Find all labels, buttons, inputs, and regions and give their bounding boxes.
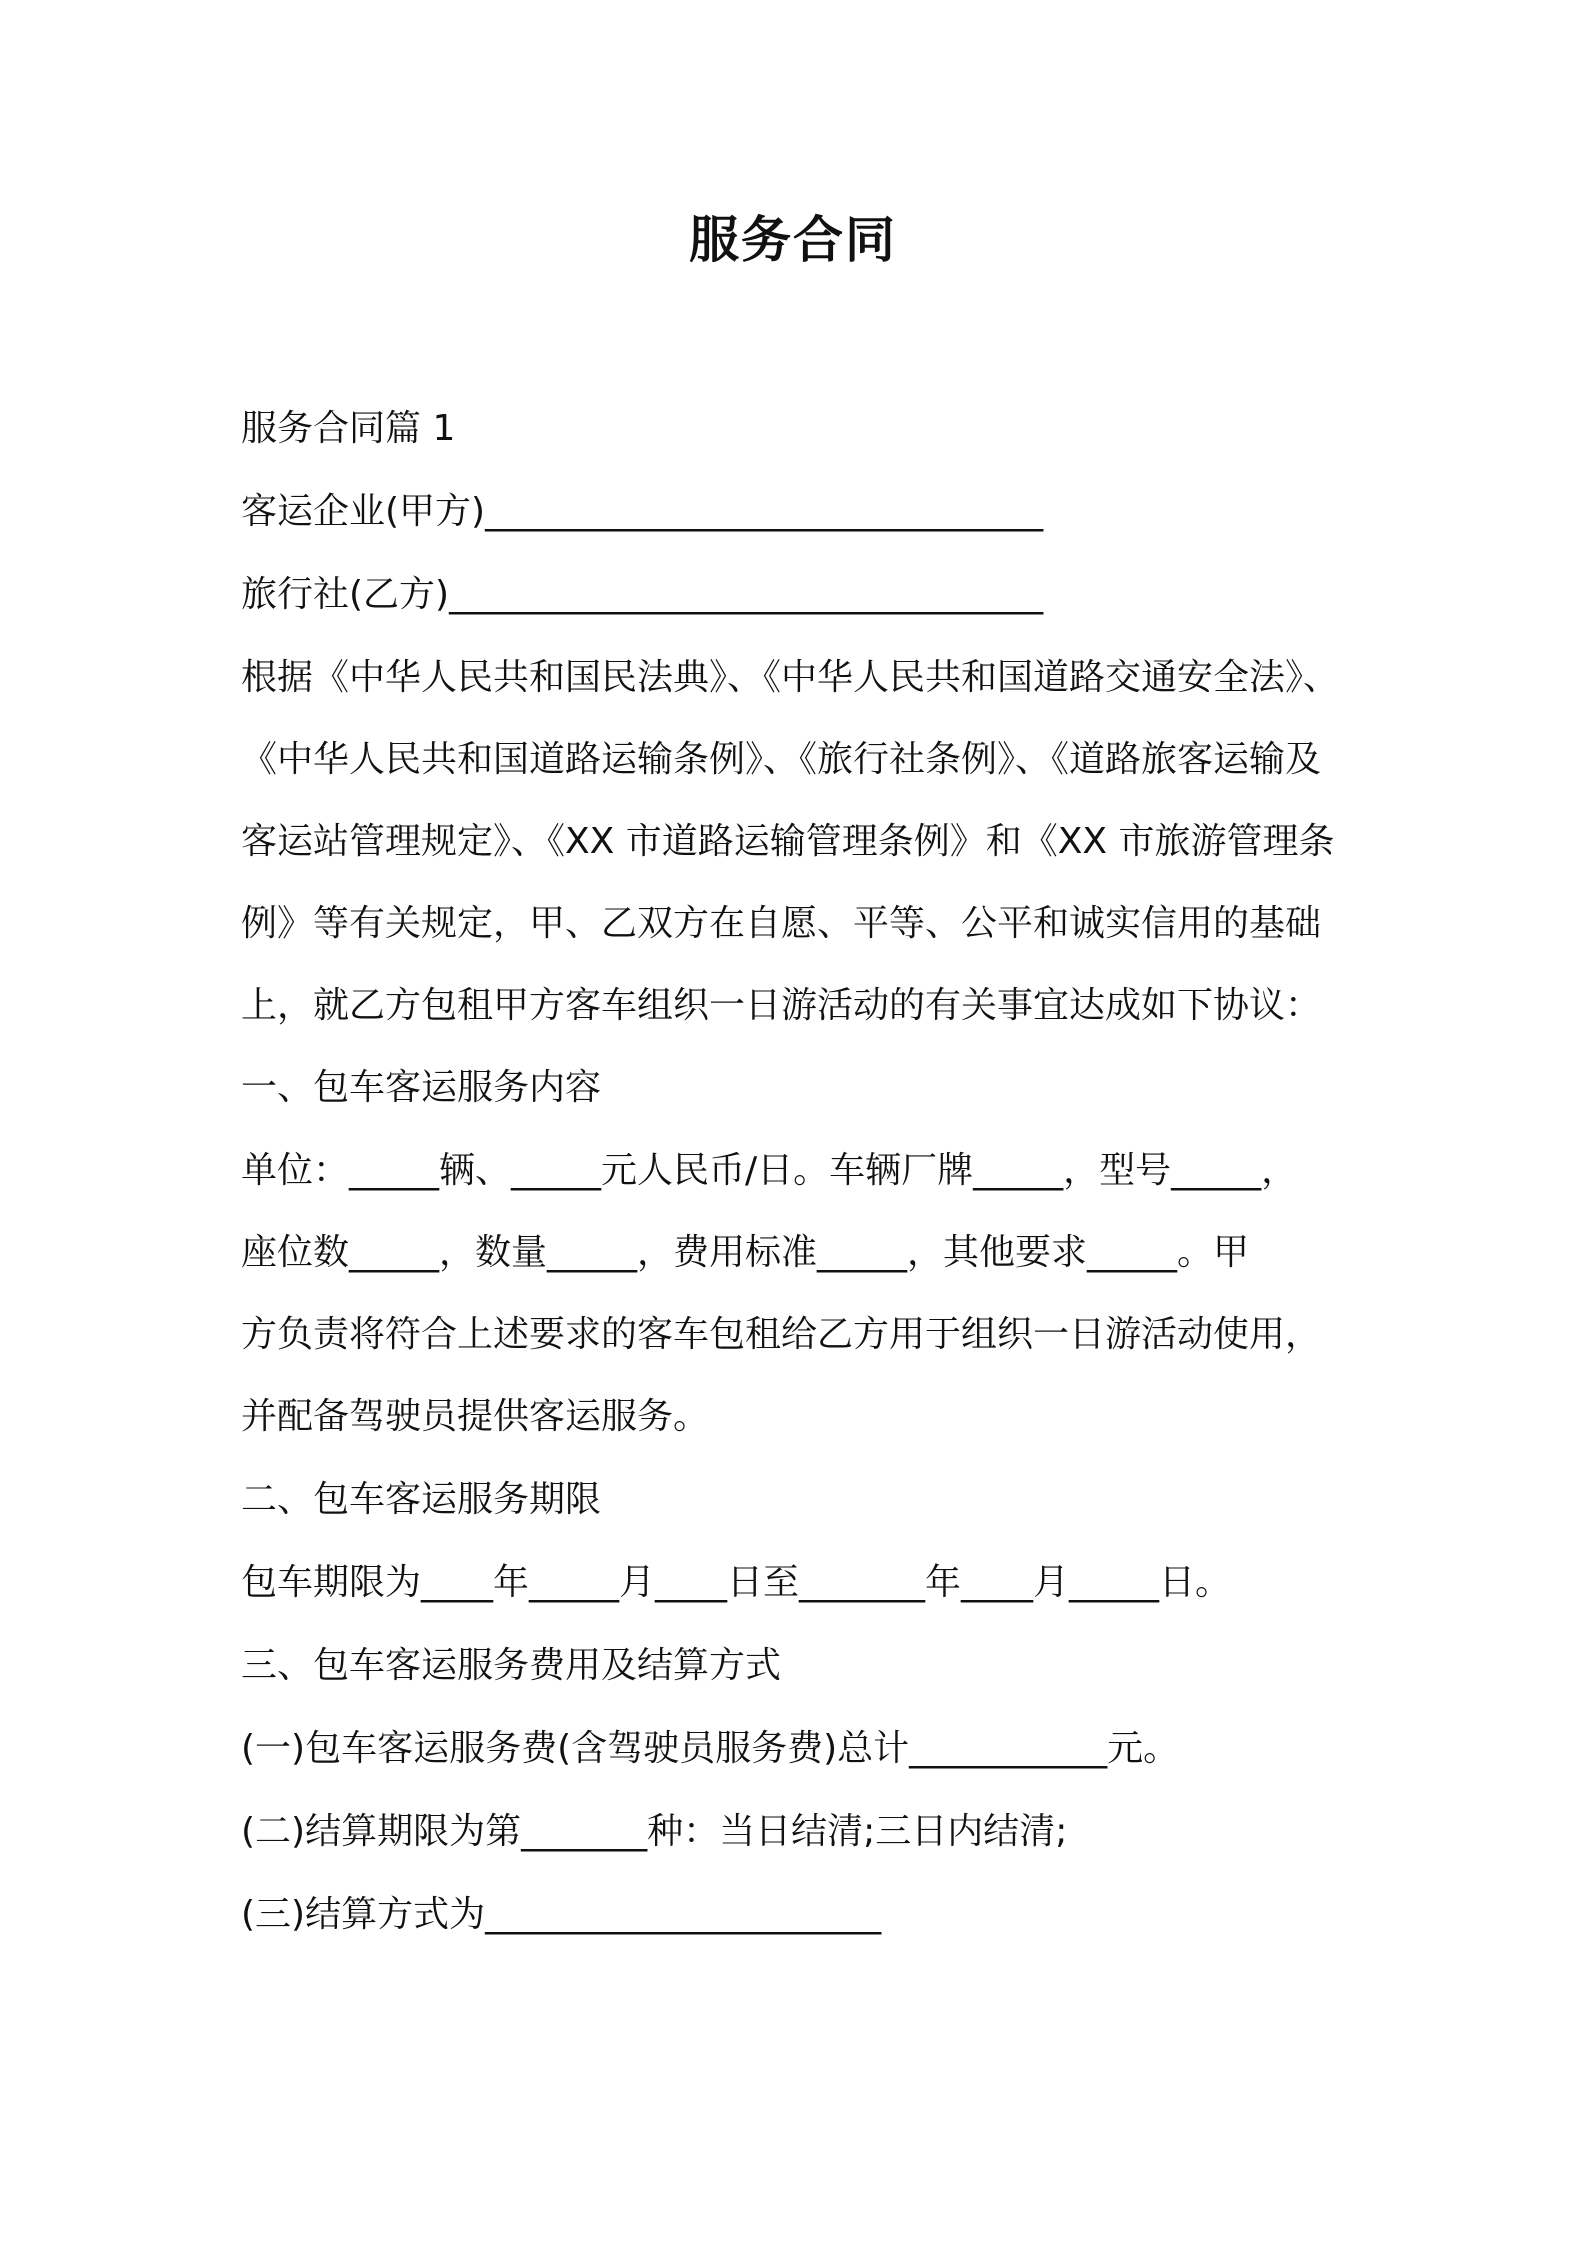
document-body bbox=[241, 405, 1391, 1974]
clause-heading: 一、包车客运服务内容 bbox=[241, 1067, 602, 1108]
clause-heading: 三、包车客运服务费用及结算方式 bbox=[241, 1645, 782, 1686]
paragraph-line: 单位：_____辆、_____元人民币/日。车辆厂牌_____，型号_____， bbox=[241, 1150, 1298, 1191]
party-b-field: 旅行社(乙方)_________________________________ bbox=[241, 574, 1044, 615]
paragraph-line: 方负责将符合上述要求的客车包租给乙方用于组织一日游活动使用， bbox=[241, 1314, 1322, 1355]
party-a-field: 客运企业(甲方)_______________________________ bbox=[241, 491, 1044, 532]
clause-heading: 二、包车客运服务期限 bbox=[241, 1479, 602, 1520]
paragraph-line: 并配备驾驶员提供客运服务。 bbox=[241, 1396, 710, 1437]
section-heading: 服务合同篇 1 bbox=[241, 408, 456, 449]
paragraph-line: 例》等有关规定，甲、乙双方在自愿、平等、公平和诚实信用的基础 bbox=[241, 903, 1322, 944]
document-title: 服务合同 bbox=[689, 211, 897, 269]
paragraph-line: (一)包车客运服务费(含驾驶员服务费)总计___________元。 bbox=[241, 1728, 1180, 1769]
paragraph-line: (二)结算期限为第_______种：当日结清;三日内结清; bbox=[241, 1811, 1068, 1852]
paragraph-line: 座位数_____，数量_____，费用标准_____，其他要求_____。甲 bbox=[241, 1232, 1250, 1273]
paragraph-line: 《中华人民共和国道路运输条例》、《旅行社条例》、《道路旅客运输及 bbox=[241, 739, 1322, 780]
paragraph-line: 根据《中华人民共和国民法典》、《中华人民共和国道路交通安全法》、 bbox=[241, 657, 1340, 698]
paragraph-line: 包车期限为____年_____月____日至_______年____月_____日。 bbox=[241, 1562, 1232, 1603]
paragraph-line: 客运站管理规定》、《XX 市道路运输管理条例》和《XX 市旅游管理条 bbox=[241, 821, 1335, 862]
paragraph-line: (三)结算方式为______________________ bbox=[241, 1894, 882, 1935]
paragraph-line: 上，就乙方包租甲方客车组织一日游活动的有关事宜达成如下协议： bbox=[241, 985, 1322, 1026]
